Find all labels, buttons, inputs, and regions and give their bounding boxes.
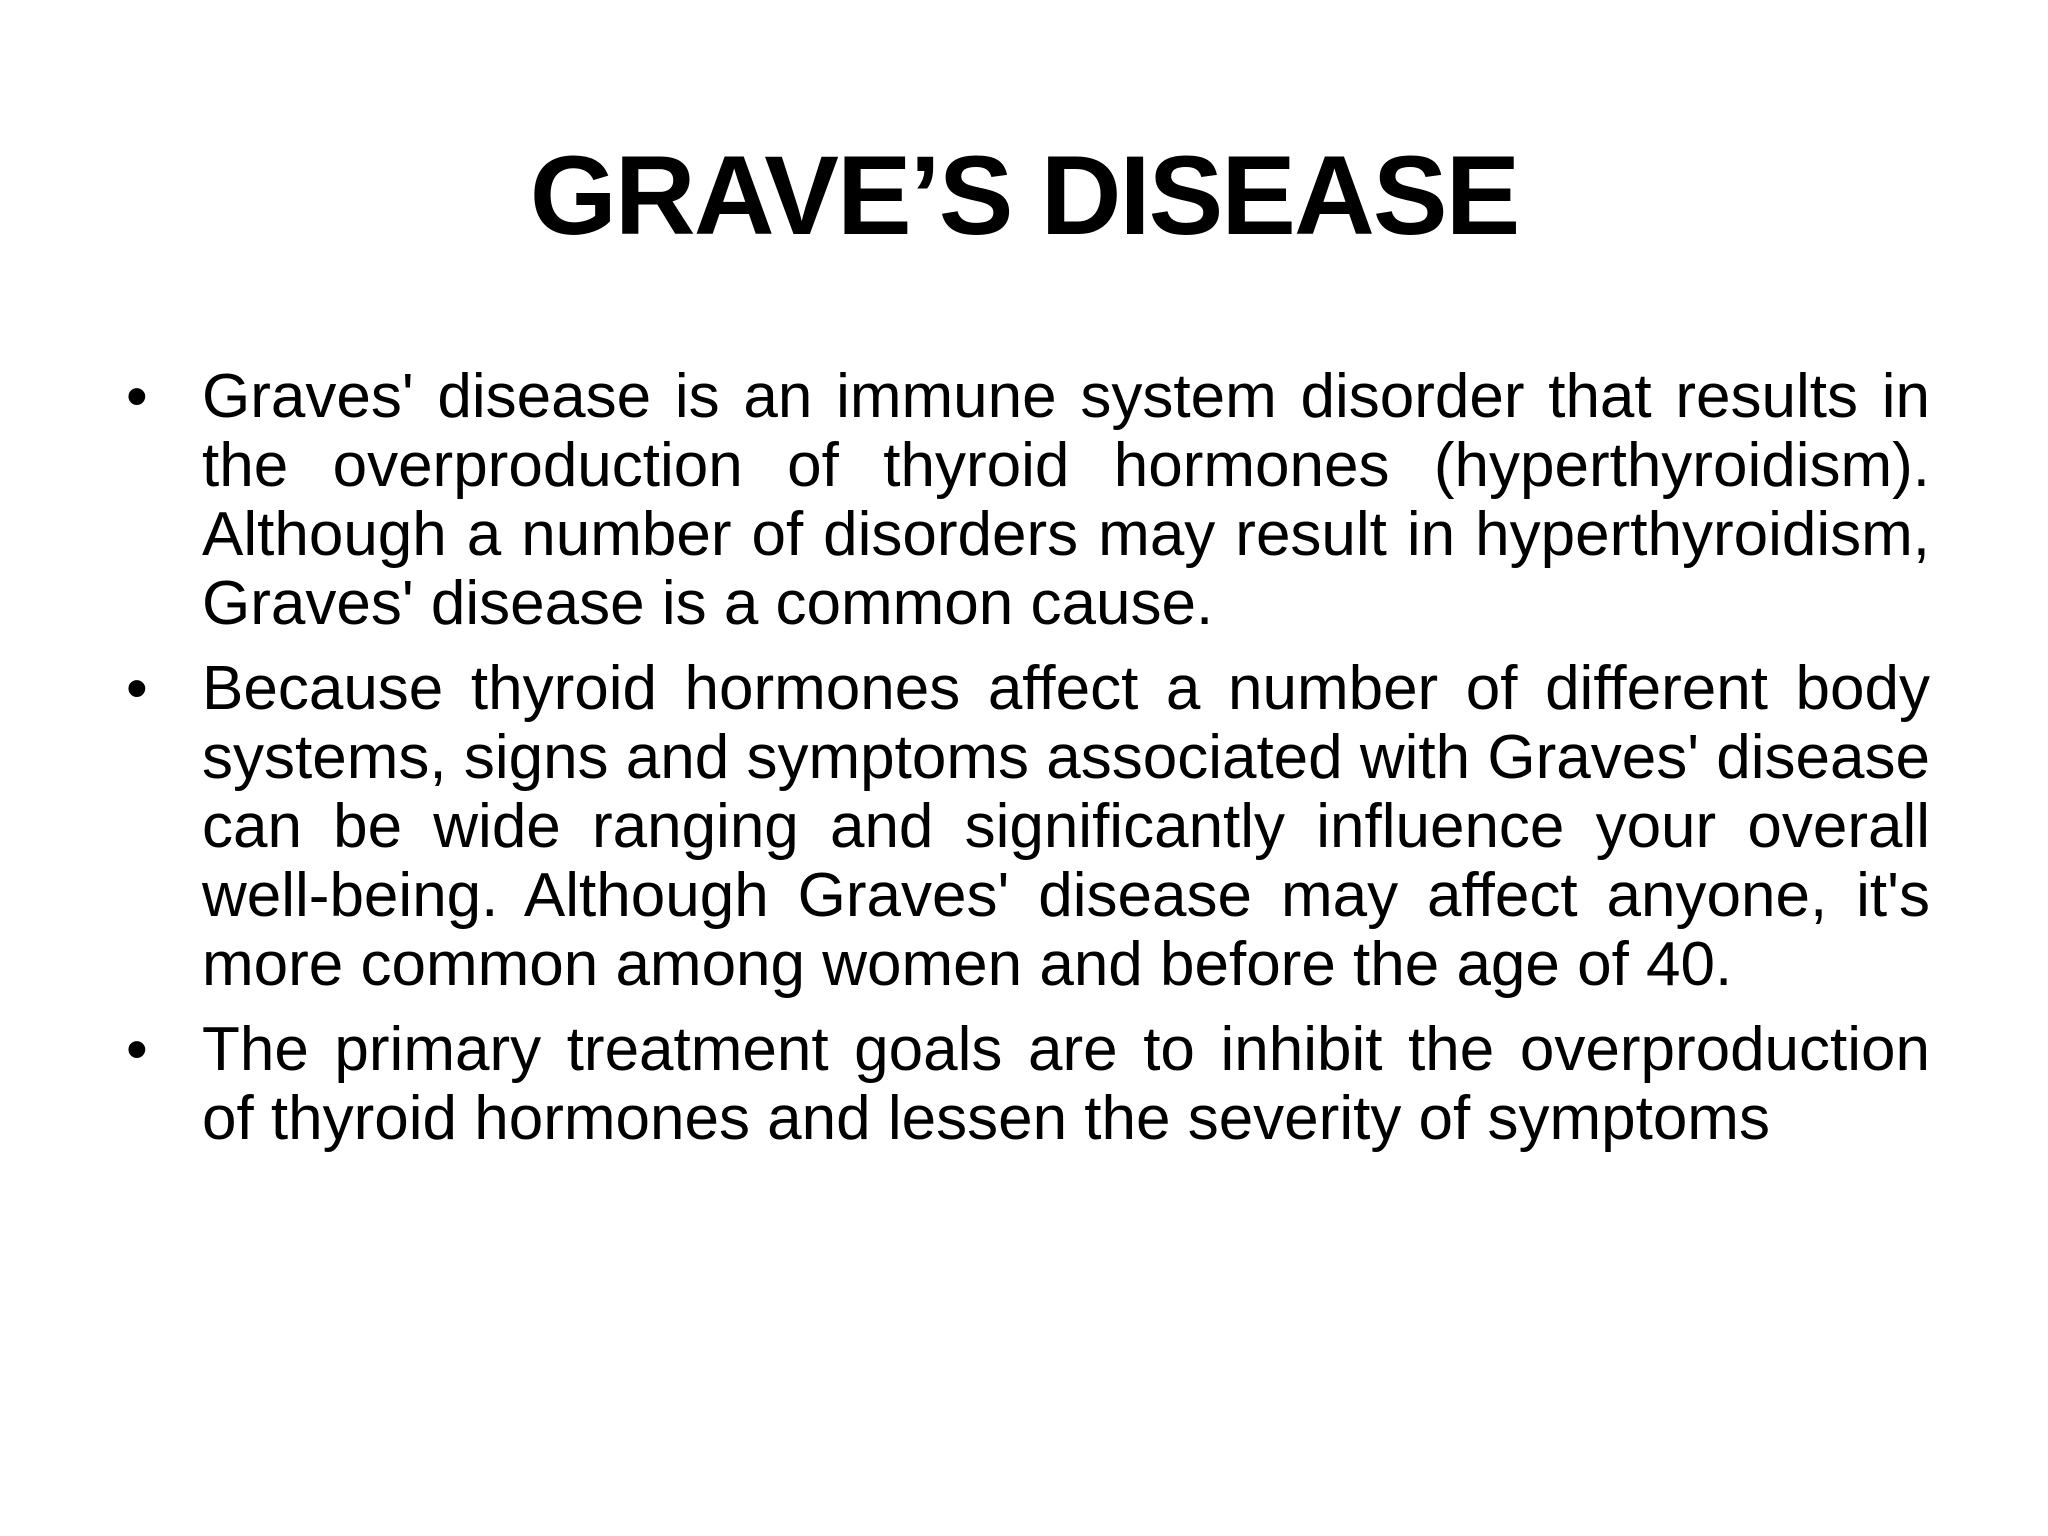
slide-title: GRAVE’S DISEASE — [529, 133, 1519, 258]
bullet-item — [118, 362, 1930, 638]
bullet-point-icon: • — [126, 654, 148, 723]
bullet-point-icon: • — [126, 362, 148, 431]
bullet-point-icon: • — [126, 1015, 148, 1084]
bullet-item — [118, 1015, 1930, 1153]
bullet-text: The primary treatment goals are to inhibit the overproduction of thyroid hormones and lessen the severity of symptoms — [202, 1015, 1930, 1153]
bullet-list — [118, 362, 1930, 1169]
bullet-text: Graves' disease is an immune system disorder that results in the overproduction of thyroid hormones (hyperthyroidism). Although a number of disorders may result in hyperthyroidism, Graves' disease is a common cause. — [202, 362, 1930, 638]
bullet-item — [118, 654, 1930, 999]
bullet-text: Because thyroid hormones affect a number of different body systems, signs and symptoms associated with Graves' disease can be wide ranging and significantly influence your overall well-being. Although Graves' disease may affect anyone, it's more common among women and before the age of 40. — [202, 654, 1930, 999]
